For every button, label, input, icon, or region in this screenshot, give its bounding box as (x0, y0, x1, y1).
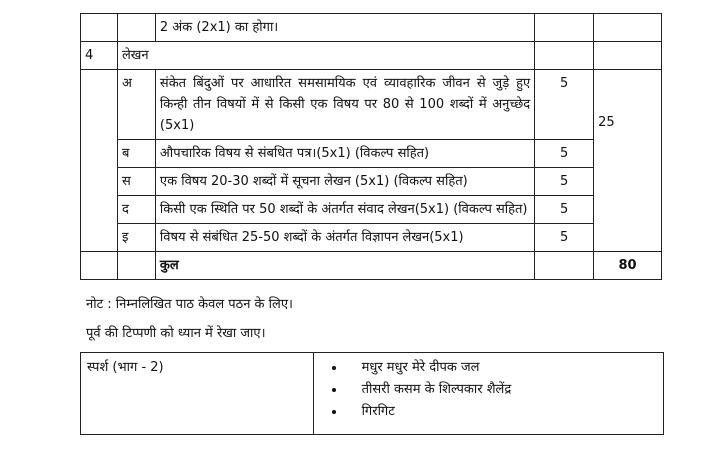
syllabus-table (80, 352, 664, 435)
row-text: विषय से संबंधित 25-50 शब्दों के अंतर्गत विज्ञापन लेखन(5x1) (155, 224, 534, 252)
top-row-text: 2 अंक (2x1) का होगा। (155, 14, 534, 42)
row-text: एक विषय 20-30 शब्दों में सूचना लेखन (5x1) (विकल्प सहित) (155, 168, 534, 196)
row-marks: 5 (535, 196, 594, 224)
section-number: 4 (81, 42, 118, 70)
row-marks: 5 (535, 140, 594, 168)
total-label: कुल (155, 252, 534, 280)
table-row (81, 140, 662, 168)
row-marks: 5 (535, 70, 594, 140)
section-total: 25 (594, 70, 662, 252)
row-letter: अ (117, 70, 155, 140)
table-row (81, 353, 664, 435)
section-title: लेखन (117, 42, 534, 70)
note-line-2: पूर्व की टिप्पणी को ध्यान में रेखा जाए। (86, 326, 266, 341)
row-letter: ब (117, 140, 155, 168)
table-row (81, 196, 662, 224)
total-row (81, 252, 662, 280)
list-item: • गिरगिट (346, 401, 657, 423)
table-row (81, 224, 662, 252)
book-title: स्पर्श (भाग - 2) (81, 353, 314, 435)
row-text: औपचारिक विषय से संबधित पत्र।(5x1) (विकल्प सहित) (155, 140, 534, 168)
list-item: • तीसरी कसम के शिल्पकार शैलेंद्र (346, 379, 657, 401)
row-letter: द (117, 196, 155, 224)
row-marks: 5 (535, 224, 594, 252)
chapter-list (320, 357, 657, 423)
marks-table (80, 13, 662, 280)
row-letter: इ (117, 224, 155, 252)
grand-total: 80 (594, 252, 662, 280)
row-marks: 5 (535, 168, 594, 196)
table-row (81, 14, 662, 42)
table-row (81, 168, 662, 196)
note-line-1: नोट : निम्नलिखित पाठ केवल पठन के लिए। (86, 297, 293, 312)
table-row (81, 70, 662, 140)
section-header-row (81, 42, 662, 70)
list-item: • मधुर मधुर मेरे दीपक जल (346, 357, 657, 379)
row-text: किसी एक स्थिति पर 50 शब्दों के अंतर्गत संवाद लेखन(5x1) (विकल्प सहित) (155, 196, 534, 224)
row-letter: स (117, 168, 155, 196)
row-text: संकेत बिंदुओं पर आधारित समसामयिक एवं व्यावहारिक जीवन से जुड़े हुए किन्ही तीन विषयों में से किसी एक विषय पर 80 से 100 शब्दों में अनुच्छेद (5x1) (155, 70, 534, 140)
